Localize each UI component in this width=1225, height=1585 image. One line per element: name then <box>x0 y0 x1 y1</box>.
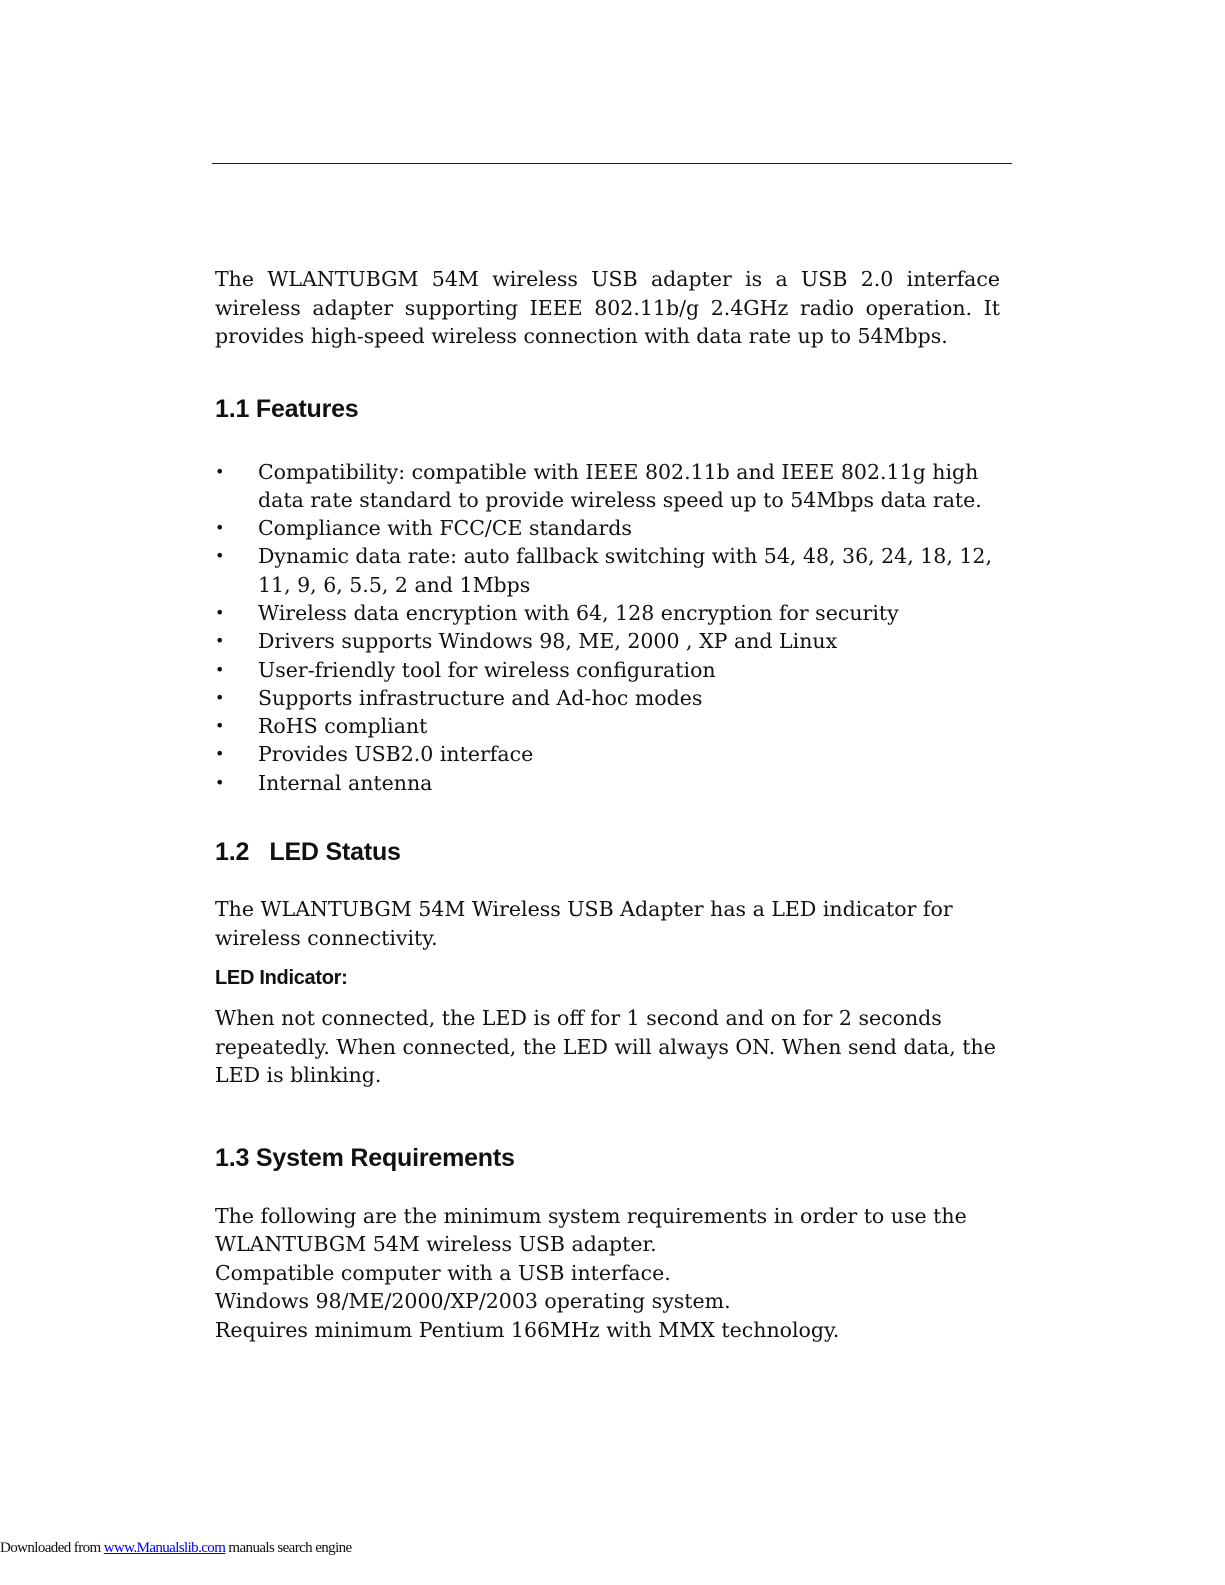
list-item <box>215 740 1000 768</box>
footer-prefix: Downloaded from <box>0 1540 104 1556</box>
list-item <box>215 684 1000 712</box>
bullet-icon: • <box>215 461 225 481</box>
list-item-text: User-friendly tool for wireless configuration <box>258 657 716 682</box>
list-item-text: Compliance with FCC/CE standards <box>258 516 632 541</box>
list-item-text: Drivers supports Windows 98, ME, 2000 , XP and Linux <box>258 629 838 654</box>
bullet-icon: • <box>215 602 225 622</box>
list-item-text: Internal antenna <box>258 770 433 795</box>
intro-paragraph: The WLANTUBGM 54M wireless USB adapter is a USB 2.0 interface wireless adapter supporting IEEE 802.11b/g 2.4GHz radio operation. It provides high-speed wireless connection with data rate up to 54Mbps. <box>215 267 1000 348</box>
list-item <box>215 627 1000 655</box>
bullet-icon: • <box>215 716 225 736</box>
list-item <box>215 514 1000 542</box>
led-status-intro: The WLANTUBGM 54M Wireless USB Adapter has a LED indicator for wireless connectivity. <box>215 897 953 950</box>
list-item <box>215 458 1000 515</box>
list-item-text: Dynamic data rate: auto fallback switching with 54, 48, 36, 24, 18, 12, 11, 9, 6, 5.5, 2 and 1Mbps <box>258 544 992 597</box>
list-item <box>215 712 1000 740</box>
led-indicator-heading: LED Indicator: <box>215 967 348 990</box>
list-item-text: Supports infrastructure and Ad-hoc modes <box>258 685 703 710</box>
features-heading: 1.1 Features <box>215 394 359 423</box>
list-item-text: Compatibility: compatible with IEEE 802.11b and IEEE 802.11g high data rate standard to provide wireless speed up to 54Mbps data rate. <box>258 459 982 512</box>
bullet-icon: • <box>215 687 225 707</box>
system-requirements-text <box>215 1202 1000 1345</box>
list-item-text: RoHS compliant <box>258 714 428 739</box>
bullet-icon: • <box>215 772 225 792</box>
list-item <box>215 599 1000 627</box>
requirement-line: The following are the minimum system requirements in order to use the <box>215 1203 967 1228</box>
bullet-icon: • <box>215 659 225 679</box>
features-list <box>215 458 1000 798</box>
bullet-icon: • <box>215 518 225 538</box>
system-requirements-heading: 1.3 System Requirements <box>215 1143 515 1172</box>
requirement-line: Requires minimum Pentium 166MHz with MMX technology. <box>215 1317 840 1342</box>
footer-suffix: manuals search engine <box>225 1540 352 1556</box>
document-body <box>215 265 1000 1344</box>
list-item <box>215 656 1000 684</box>
bullet-icon: • <box>215 631 225 651</box>
list-item <box>215 769 1000 797</box>
led-indicator-text: When not connected, the LED is off for 1 second and on for 2 seconds repeatedly. When connected, the LED will always ON. When send data, the LED is blinking. <box>215 1006 996 1088</box>
list-item <box>215 542 1000 599</box>
requirement-line: Compatible computer with a USB interface. <box>215 1260 671 1285</box>
list-item-text: Provides USB2.0 interface <box>258 742 534 767</box>
led-status-heading: 1.2 LED Status <box>215 838 401 867</box>
bullet-icon: • <box>215 546 225 566</box>
download-footer <box>0 1540 352 1557</box>
requirement-line: WLANTUBGM 54M wireless USB adapter. <box>215 1232 657 1257</box>
requirement-line: Windows 98/ME/2000/XP/2003 operating system. <box>215 1289 731 1314</box>
list-item-text: Wireless data encryption with 64, 128 encryption for security <box>258 600 899 625</box>
manualslib-link[interactable]: www.Manualslib.com <box>103 1540 226 1556</box>
header-rule <box>212 163 1012 164</box>
bullet-icon: • <box>215 744 225 764</box>
